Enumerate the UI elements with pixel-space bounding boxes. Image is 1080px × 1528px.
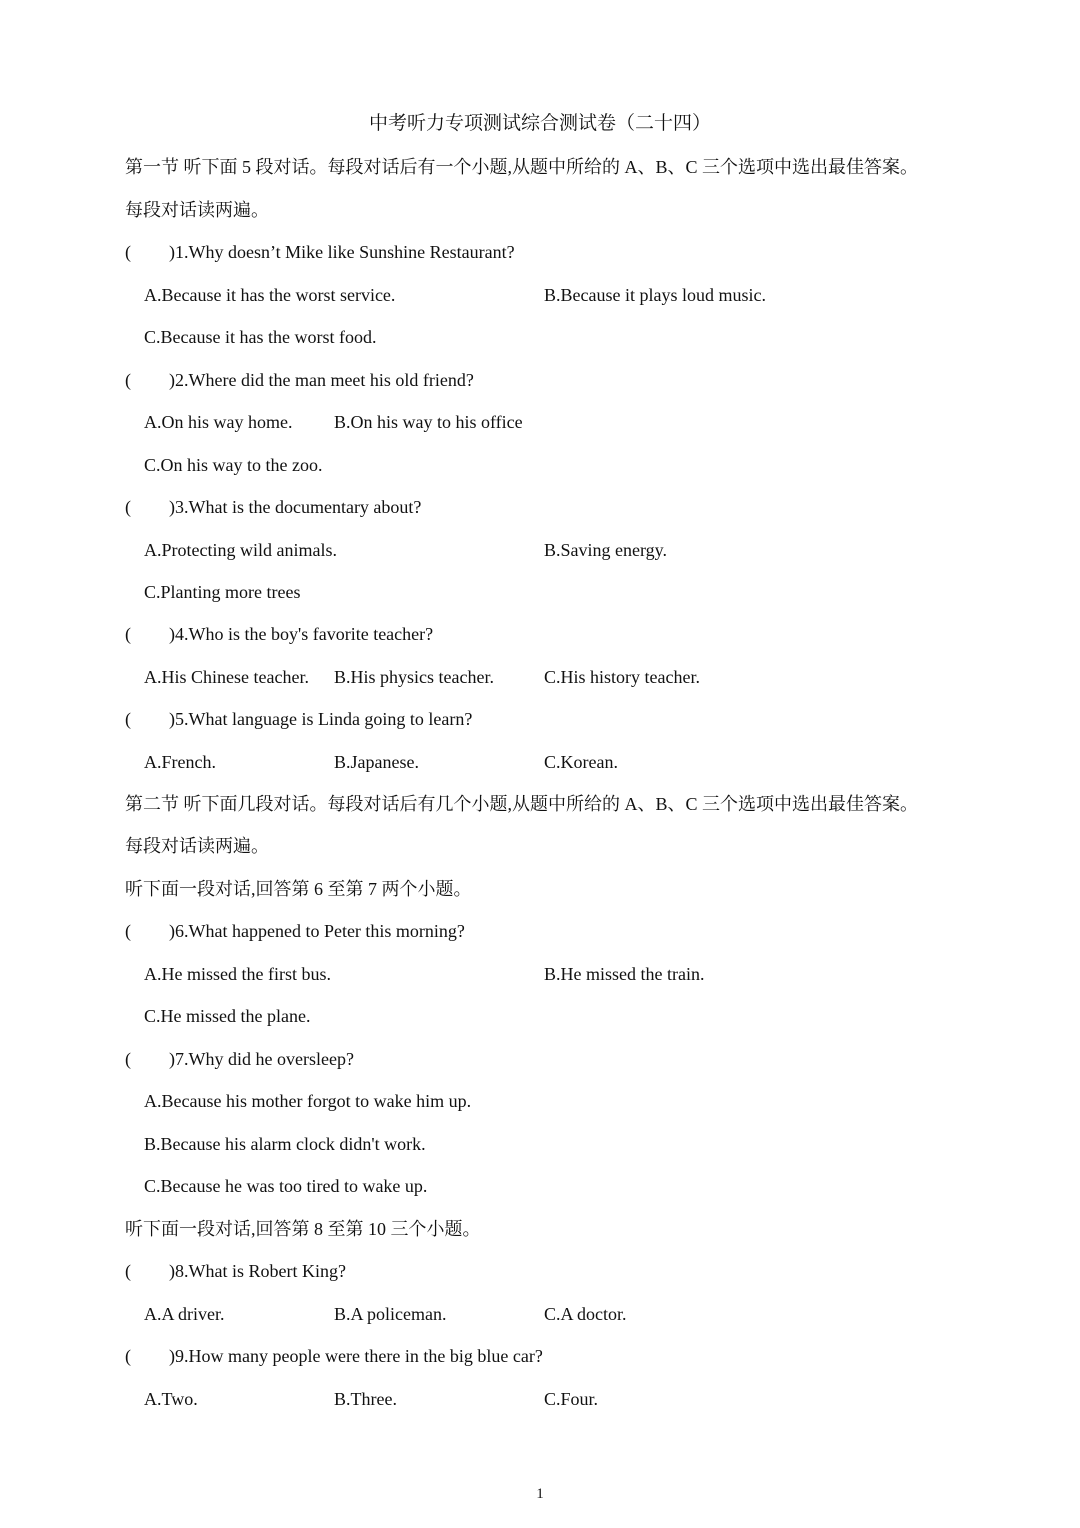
answer-blank: ( — [125, 709, 131, 729]
answer-blank: ( — [125, 370, 131, 390]
option-b: B.Saving energy. — [544, 540, 667, 560]
option-a: A.A driver. — [144, 1304, 225, 1324]
question-text: )1.Why doesn’t Mike like Sunshine Restaurant? — [169, 242, 515, 262]
section2-intro-line1: 第二节 听下面几段对话。每段对话后有几个小题,从题中所给的 A、B、C 三个选项中选出最佳答案。 — [125, 794, 919, 814]
answer-blank: ( — [125, 921, 131, 941]
option-c: C.Korean. — [544, 752, 618, 772]
question-text: )6.What happened to Peter this morning? — [169, 921, 465, 941]
section2-intro-line2: 每段对话读两遍。 — [125, 836, 269, 856]
option-c: C.On his way to the zoo. — [144, 455, 323, 475]
question-5 — [125, 706, 472, 732]
question-text: )3.What is the documentary about? — [169, 497, 422, 517]
option-b: B.Because his alarm clock didn't work. — [144, 1134, 426, 1154]
option-c: C.He missed the plane. — [144, 1006, 311, 1026]
answer-blank: ( — [125, 497, 131, 517]
question-2 — [125, 367, 474, 393]
question-text: )8.What is Robert King? — [169, 1261, 346, 1281]
question-text: )7.Why did he oversleep? — [169, 1049, 354, 1069]
option-b: B.Three. — [334, 1389, 397, 1409]
option-a: A.On his way home. — [144, 412, 293, 432]
question-6 — [125, 918, 465, 944]
option-b: B.He missed the train. — [544, 964, 705, 984]
option-a: A.Two. — [144, 1389, 198, 1409]
question-text: )4.Who is the boy's favorite teacher? — [169, 624, 434, 644]
option-c: C.Because it has the worst food. — [144, 327, 377, 347]
question-9 — [125, 1343, 543, 1369]
option-c: C.Planting more trees — [144, 582, 301, 602]
option-b: B.A policeman. — [334, 1304, 447, 1324]
option-c: C.His history teacher. — [544, 667, 700, 687]
page-number: 1 — [536, 1486, 544, 1502]
answer-blank: ( — [125, 1261, 131, 1281]
option-a: A.Because his mother forgot to wake him up. — [144, 1091, 472, 1111]
option-a: A.His Chinese teacher. — [144, 667, 309, 687]
option-a: A.French. — [144, 752, 216, 772]
answer-blank: ( — [125, 624, 131, 644]
option-b: B.Because it plays loud music. — [544, 285, 766, 305]
page-title: 中考听力专项测试综合测试卷（二十四） — [368, 113, 711, 134]
option-a: A.Protecting wild animals. — [144, 540, 337, 560]
option-b: B.On his way to his office — [334, 412, 523, 432]
answer-blank: ( — [125, 1049, 131, 1069]
question-7 — [125, 1046, 354, 1072]
answer-blank: ( — [125, 242, 131, 262]
question-1 — [125, 239, 515, 265]
option-c: C.Four. — [544, 1389, 599, 1409]
section2-sub-instruction-2: 听下面一段对话,回答第 8 至第 10 三个小题。 — [125, 1219, 481, 1239]
section1-intro-line1: 第一节 听下面 5 段对话。每段对话后有一个小题,从题中所给的 A、B、C 三个选项中选出最佳答案。 — [125, 157, 919, 177]
option-b: B.Japanese. — [334, 752, 419, 772]
option-a: A.Because it has the worst service. — [144, 285, 396, 305]
question-text: )2.Where did the man meet his old friend? — [169, 370, 474, 390]
answer-blank: ( — [125, 1346, 131, 1366]
question-8 — [125, 1258, 346, 1284]
question-3 — [125, 494, 421, 520]
question-text: )5.What language is Linda going to learn? — [169, 709, 473, 729]
option-c: C.A doctor. — [544, 1304, 627, 1324]
option-b: B.His physics teacher. — [334, 667, 494, 687]
section1-intro-line2: 每段对话读两遍。 — [125, 200, 269, 220]
question-text: )9.How many people were there in the big blue car? — [169, 1346, 543, 1366]
option-c: C.Because he was too tired to wake up. — [144, 1176, 428, 1196]
question-4 — [125, 621, 433, 647]
option-a: A.He missed the first bus. — [144, 964, 331, 984]
section2-sub-instruction-1: 听下面一段对话,回答第 6 至第 7 两个小题。 — [125, 879, 472, 899]
